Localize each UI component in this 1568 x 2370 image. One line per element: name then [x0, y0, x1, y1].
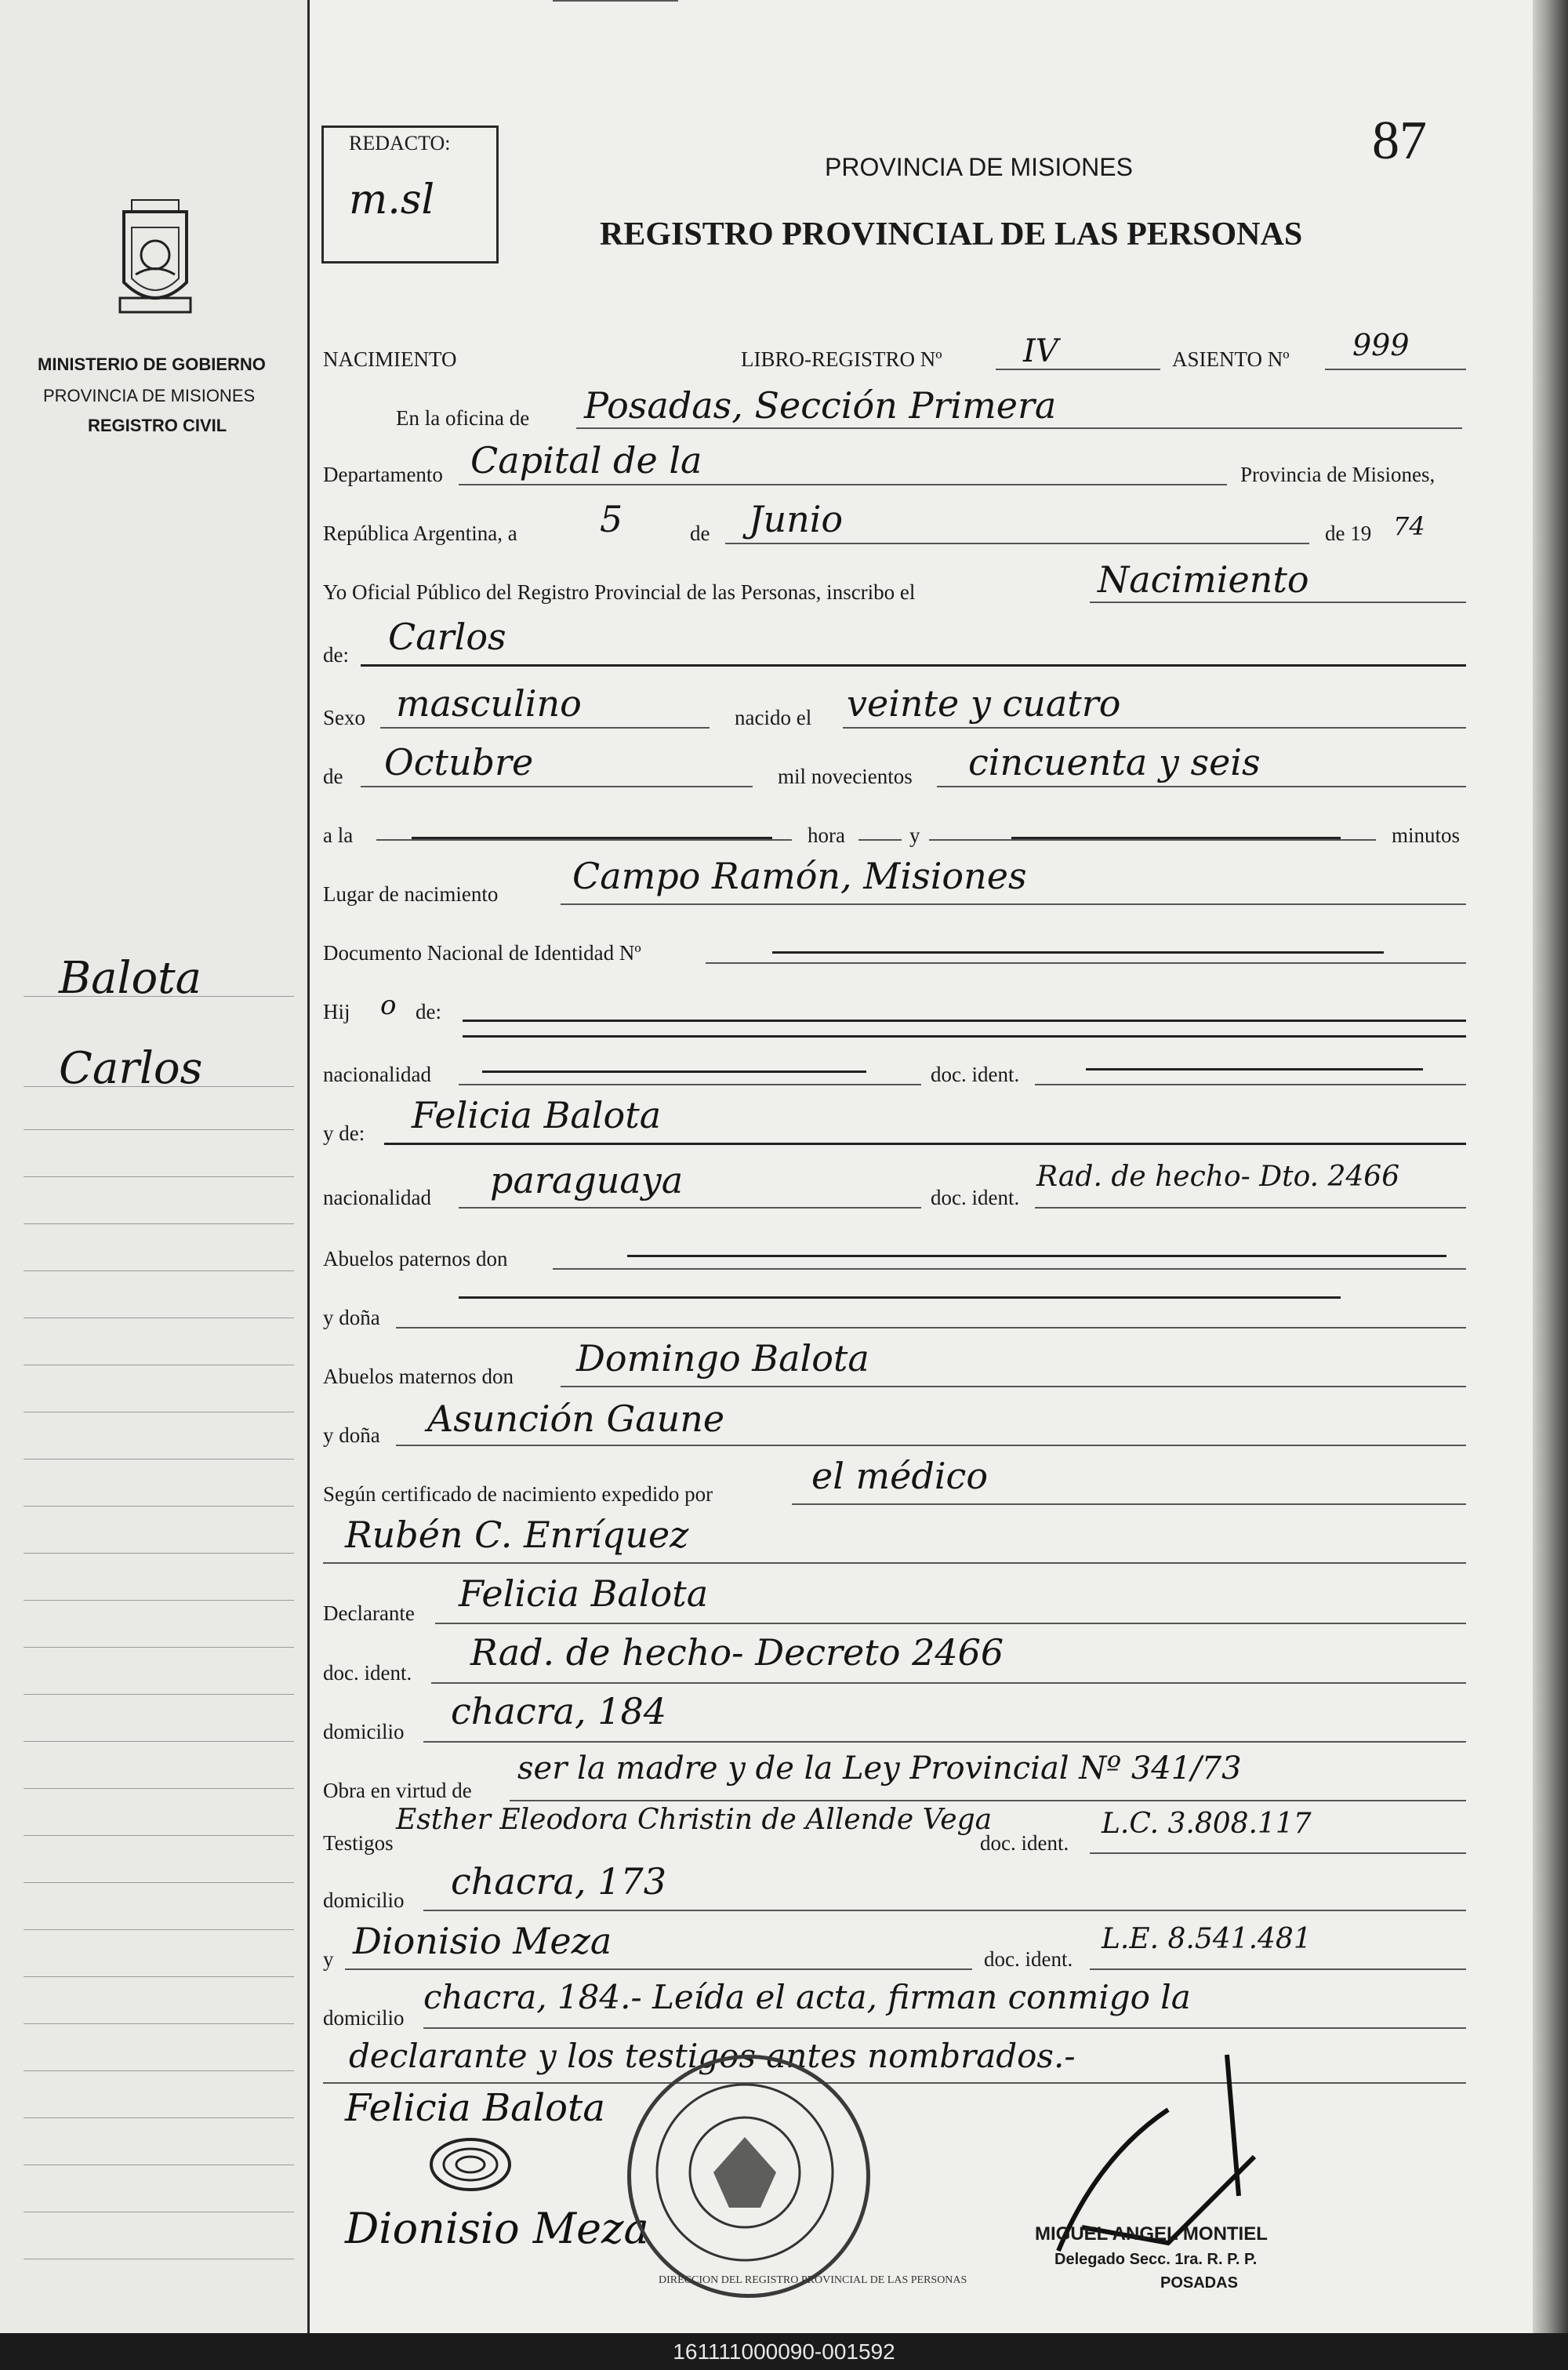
libro-line — [996, 369, 1160, 370]
stub-name: Carlos — [59, 1043, 203, 1094]
footer-id-bar — [0, 2333, 1568, 2370]
page-edge — [1533, 0, 1568, 2333]
hora-line — [376, 839, 792, 841]
stub-line — [24, 1270, 294, 1271]
stub-line — [24, 1553, 294, 1554]
ydona-label: y doña — [323, 1306, 380, 1329]
stub-line — [24, 1176, 294, 1177]
stub-line — [24, 1600, 294, 1601]
testigos-label: Testigos — [323, 1831, 394, 1855]
birth-month-value: Octubre — [384, 741, 534, 783]
hora-dash — [412, 837, 772, 839]
stub-line — [24, 1835, 294, 1836]
lugar-value: Campo Ramón, Misiones — [572, 855, 1027, 897]
footer-id: 161111000090-001592 — [673, 2339, 895, 2364]
ydona-dash — [459, 1296, 1341, 1299]
official-city: POSADAS — [1160, 2274, 1238, 2292]
testigos-value: Esther Eleodora Christin de Allende Vega — [396, 1804, 993, 1836]
stub-line — [24, 1694, 294, 1695]
day-value: 5 — [600, 498, 623, 540]
domicilio3-label: domicilio — [323, 2006, 405, 2030]
republica-label: República Argentina, a — [323, 522, 517, 545]
province-seal-icon — [108, 196, 202, 322]
mil-value: cincuenta y seis — [968, 741, 1261, 783]
stub-line — [24, 1976, 294, 1977]
provincia-label: Provincia de Misiones, — [1240, 463, 1436, 486]
minutos-dash — [1011, 837, 1341, 839]
ydona2-line — [396, 1445, 1466, 1446]
stub-surname: Balota — [59, 953, 202, 1004]
stub-line — [24, 1882, 294, 1883]
domicilio-label: domicilio — [323, 1720, 405, 1743]
y2-label: y — [323, 1947, 334, 1971]
domicilio-value: chacra, 184 — [451, 1690, 667, 1732]
stub-line — [24, 1129, 294, 1130]
left-rule — [307, 0, 310, 2333]
nacido-value: veinte y cuatro — [847, 682, 1121, 725]
closing-value: declarante y los testigos antes nombrados.- — [349, 2037, 1076, 2075]
testigo2-line — [345, 1968, 972, 1970]
abuelos-m-value: Domingo Balota — [576, 1337, 869, 1379]
asiento-label: ASIENTO Nº — [1172, 347, 1290, 371]
hij-line-2 — [463, 1035, 1466, 1038]
stamp-text: DIRECCION DEL REGISTRO PROVINCIAL DE LAS PERSONAS — [659, 2274, 967, 2286]
redacto-label: REDACTO: — [349, 132, 451, 154]
certificado-line — [792, 1503, 1466, 1505]
oficina-line — [576, 427, 1462, 429]
dni-dash — [772, 951, 1384, 954]
asiento-value: 999 — [1352, 328, 1410, 362]
nacido-line — [843, 727, 1466, 729]
hij-suffix: o — [380, 990, 397, 1021]
mother-line — [384, 1143, 1466, 1145]
minutos-line — [929, 839, 1376, 841]
departamento-label: Departamento — [323, 463, 443, 486]
hij-label: Hij — [323, 1000, 350, 1023]
nacimiento-label: NACIMIENTO — [323, 347, 457, 371]
docident5-label: doc. ident. — [984, 1947, 1073, 1971]
abuelos-m-label: Abuelos maternos don — [323, 1365, 514, 1388]
hora-label: hora — [808, 823, 845, 847]
ydona-line — [396, 1327, 1466, 1329]
province-left-label: PROVINCIA DE MISIONES — [43, 386, 256, 405]
mil-line — [937, 786, 1466, 787]
hij-de-label: de: — [416, 1000, 441, 1023]
obra-value: ser la madre y de la Ley Provincial Nº 341/73 — [517, 1750, 1242, 1787]
mil-label: mil novecientos — [778, 765, 913, 788]
de-label: de — [690, 522, 710, 545]
docident3-label: doc. ident. — [323, 1661, 412, 1685]
abuelos-p-label: Abuelos paternos don — [323, 1247, 508, 1270]
docident5-line — [1090, 1968, 1466, 1970]
medico-line — [323, 1562, 1466, 1564]
oficina-label: En la oficina de — [396, 406, 530, 430]
libro-label: LIBRO-REGISTRO Nº — [741, 347, 942, 371]
docident3-line — [431, 1682, 1466, 1684]
year-value: 74 — [1393, 511, 1425, 541]
closing-line — [323, 2082, 1466, 2084]
person-line — [361, 664, 1466, 667]
declarante-label: Declarante — [323, 1601, 415, 1625]
declarante-line — [435, 1623, 1466, 1624]
nacionalidad-line — [459, 1084, 921, 1085]
stub-line — [24, 1506, 294, 1507]
lugar-line — [561, 903, 1466, 905]
testigo2-value: Dionisio Meza — [353, 1920, 612, 1962]
sexo-label: Sexo — [323, 706, 365, 729]
obra-line — [510, 1800, 1466, 1801]
de3-label: de — [323, 765, 343, 788]
nacionalidad2-line — [459, 1207, 921, 1209]
asiento-line — [1325, 369, 1466, 370]
nacionalidad2-label: nacionalidad — [323, 1186, 431, 1209]
sexo-value: masculino — [396, 682, 582, 725]
oficial-label: Yo Oficial Público del Registro Provincial de las Personas, inscribo el — [323, 580, 916, 604]
nacionalidad2-value: paraguaya — [490, 1159, 684, 1201]
obra-label: Obra en virtud de — [323, 1779, 472, 1802]
day-line — [553, 0, 678, 2]
person-value: Carlos — [388, 616, 506, 658]
docident3-value: Rad. de hecho- Decreto 2466 — [470, 1631, 1004, 1674]
stub-line — [24, 2070, 294, 2071]
docident2-label: doc. ident. — [931, 1186, 1020, 1209]
oficial-line — [1090, 602, 1466, 603]
left-stub — [0, 0, 310, 2333]
docident4-value: L.C. 3.808.117 — [1102, 1808, 1312, 1840]
province-title: PROVINCIA DE MISIONES — [825, 153, 1133, 181]
docident4-label: doc. ident. — [980, 1831, 1069, 1855]
abuelos-p-dash — [627, 1255, 1446, 1257]
abuelos-m-line — [561, 1386, 1466, 1387]
docident-dash — [1086, 1068, 1423, 1070]
stub-line — [24, 1741, 294, 1742]
docident4-line — [1090, 1852, 1466, 1854]
month-value: Junio — [749, 498, 844, 540]
stub-line — [24, 2023, 294, 2024]
oficina-value: Posadas, Sección Primera — [584, 384, 1057, 427]
certificado-label: Según certificado de nacimiento expedido por — [323, 1482, 713, 1506]
domicilio2-line — [423, 1910, 1466, 1911]
nacido-label: nacido el — [735, 706, 812, 729]
docident2-line — [1035, 1207, 1466, 1209]
redacto-value: m.sl — [349, 176, 435, 224]
official-stamp-icon — [627, 2055, 870, 2298]
dni-label: Documento Nacional de Identidad Nº — [323, 941, 641, 965]
departamento-line — [459, 484, 1227, 485]
stub-line — [24, 1647, 294, 1648]
certificado-value: el médico — [811, 1455, 989, 1497]
dni-line — [706, 962, 1466, 964]
ydona2-label: y doña — [323, 1423, 380, 1447]
signature-declarante: Felicia Balota — [345, 2086, 605, 2130]
thumbprint-icon — [423, 2133, 517, 2196]
domicilio2-label: domicilio — [323, 1888, 405, 1912]
stub-line — [24, 1929, 294, 1930]
domicilio2-value: chacra, 173 — [451, 1860, 667, 1903]
domicilio3-line — [423, 2027, 1466, 2029]
docident2-value: Rad. de hecho- Dto. 2466 — [1036, 1161, 1400, 1193]
signature-testigo: Dionisio Meza — [345, 2204, 649, 2253]
page-number: 87 — [1372, 111, 1427, 171]
y-label: y — [909, 823, 920, 847]
nacionalidad-dash — [482, 1070, 866, 1073]
hij-line — [463, 1020, 1466, 1022]
domicilio3-value: chacra, 184.- Leída el acta, firman conmigo la — [423, 1978, 1191, 2016]
docident5-value: L.E. 8.541.481 — [1102, 1923, 1312, 1955]
mother-value: Felicia Balota — [412, 1094, 662, 1136]
stub-line — [24, 2117, 294, 2118]
de2-label: de: — [323, 643, 349, 667]
minutos-label: minutos — [1392, 823, 1461, 847]
registry-left-label: REGISTRO CIVIL — [88, 416, 227, 435]
nacionalidad-label: nacionalidad — [323, 1063, 431, 1086]
official-name: MIGUEL ANGEL MONTIEL — [1035, 2223, 1268, 2245]
official-role: Delegado Secc. 1ra. R. P. P. — [1054, 2251, 1258, 2268]
docident-label: doc. ident. — [931, 1063, 1020, 1086]
year-label: de 19 — [1325, 522, 1372, 545]
yde-label: y de: — [323, 1121, 365, 1145]
oficial-value: Nacimiento — [1098, 558, 1309, 601]
lugar-label: Lugar de nacimiento — [323, 882, 499, 906]
stub-line — [24, 1223, 294, 1224]
ydona2-value: Asunción Gaune — [427, 1398, 725, 1440]
sexo-line — [380, 727, 710, 729]
declarante-value: Felicia Balota — [459, 1572, 709, 1615]
birth-month-line — [361, 786, 753, 787]
month-line — [725, 543, 1309, 544]
ministry-label: MINISTERIO DE GOBIERNO — [38, 354, 266, 374]
abuelos-p-line — [553, 1268, 1466, 1270]
registry-title: REGISTRO PROVINCIAL DE LAS PERSONAS — [600, 216, 1303, 253]
medico-value: Rubén C. Enríquez — [345, 1514, 689, 1556]
hora-gap-line — [858, 839, 902, 841]
ala-label: a la — [323, 823, 354, 847]
docident-line — [1035, 1084, 1466, 1085]
libro-value: IV — [1023, 333, 1058, 369]
departamento-value: Capital de la — [470, 439, 702, 482]
stub-line — [24, 1788, 294, 1789]
domicilio-line — [423, 1741, 1466, 1743]
